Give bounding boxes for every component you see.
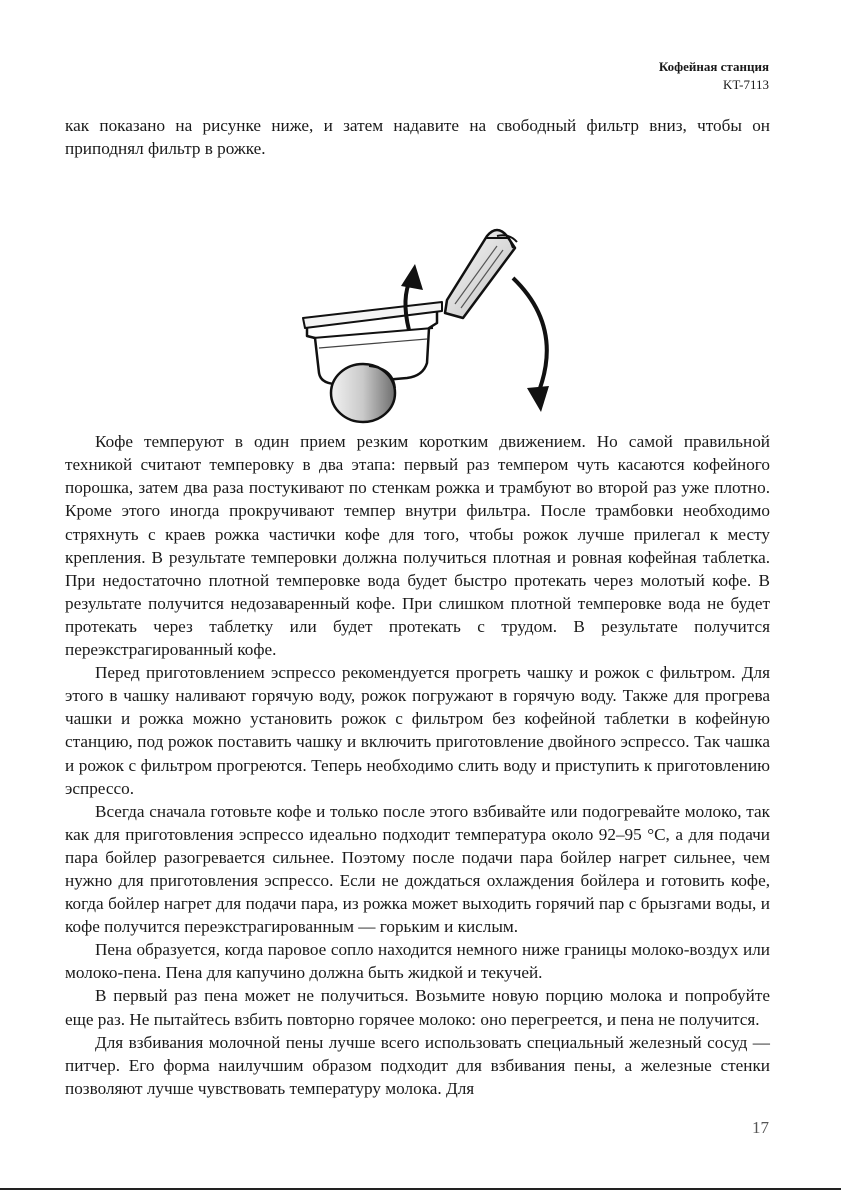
page-bottom-rule — [0, 1188, 841, 1190]
portafilter-filter-removal-drawing — [297, 178, 557, 428]
body-paragraph: Кофе темперуют в один прием резким коротким движением. Но самой правильной техникой считают темперовку в два этапа: первый раз темпером чуть касаются кофейного порошка, затем два раза постукивают по стенкам рожка и трамбуют во второй раз уже плотно. Кроме этого иногда прокручивают темпер внутри фильтра. После трамбовки необходимо стряхнуть с краев рожка частички кофе для того, чтобы рожок лучше прилегал к месту крепления. В результате темперовки должна получиться плотная и ровная кофейная таблетка. При недостаточно плотной темперовке вода будет быстро протекать через молотый кофе. В результате получится недозаваренный кофе. При слишком плотной темперовке вода не будет протекать через таблетку или будет протекать с трудом. В результате получится переэкстрагированный кофе. — [65, 432, 770, 660]
product-name: Кофейная станция — [658, 59, 769, 74]
body-paragraph: Для взбивания молочной пены лучше всего использовать специальный железный сосуд — питчер. Его форма наилучшим образом подходит для взбивания пены, а железные стенки позволяют лучше чувствовать температуру молока. Для — [65, 1032, 770, 1098]
portafilter-illustration — [65, 160, 770, 430]
page-header — [659, 58, 769, 94]
model-number: KT-7113 — [723, 77, 769, 92]
page-number: 17 — [752, 1118, 769, 1137]
body-paragraph: Всегда сначала готовьте кофе и только после этого взбивайте или подогревайте молоко, так как для приготовления эспрессо идеально подходит температура около 92–95 °C, а для подачи пара бойлер разогревается сильнее. Поэтому после подачи пара бойлер нагрет сильнее, чем нужно для приготовления эспрессо. Если не дождаться охлаждения бойлера и готовить кофе, когда бойлер нагрет для подачи пара, из рожка может выходить горячий пар с брызгами воды, и кофе получится переэкстрагированным — горьким и кислым. — [65, 801, 770, 937]
intro-paragraph: как показано на рисунке ниже, и затем надавите на свободный фильтр вниз, чтобы он приподнял фильтр в рожке. — [65, 116, 770, 159]
body-paragraph: Перед приготовлением эспрессо рекомендуется прогреть чашку и рожок с фильтром. Для этого в чашку наливают горячую воду, рожок погружают в горячую воду. Также для прогрева чашки и рожка можно установить рожок с фильтром без кофейной таблетки в кофейную станцию, под рожок поставить чашку и включить приготовление двойного эспрессо. Так чашка и рожок с фильтром прогреются. Теперь необходимо слить воду и приступить к приготовлению эспрессо. — [65, 663, 770, 798]
body-paragraph: Пена образуется, когда паровое сопло находится немного ниже границы молоко-воздух или молоко-пена. Пена для капучино должна быть жидкой и текучей. — [65, 940, 770, 983]
body-paragraph: В первый раз пена может не получиться. Возьмите новую порцию молока и попробуйте еще раз. Не пытайтесь взбить повторно горячее молоко: оно перегреется, и пена не получится. — [65, 986, 770, 1029]
page-content — [65, 114, 770, 1100]
